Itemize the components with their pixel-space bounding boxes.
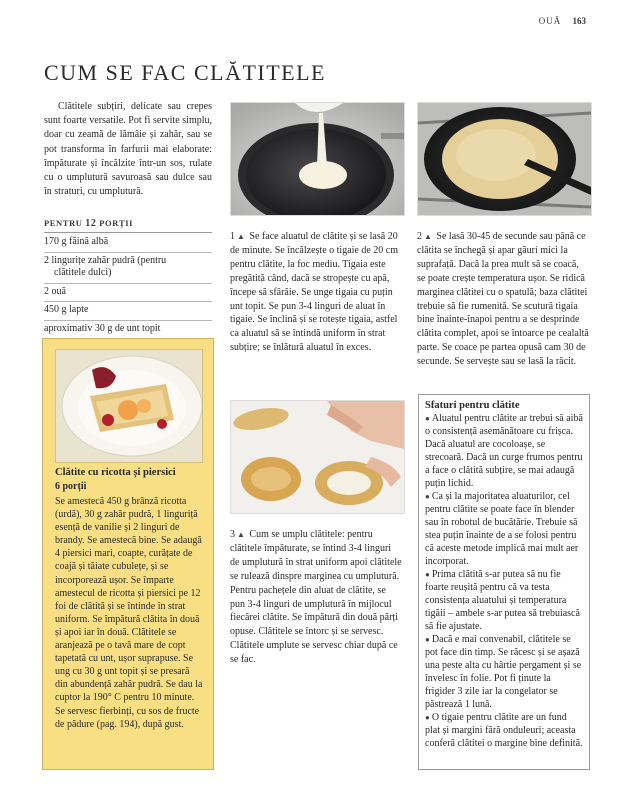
ingredients-heading-suffix: PORȚII xyxy=(99,218,134,228)
page-number: 163 xyxy=(572,16,586,26)
step-2-text xyxy=(417,230,589,369)
bullet-icon: ● xyxy=(425,492,430,501)
recipe-photo xyxy=(55,349,203,463)
step-3-body: Cum se umplu clătitele: pentru clătitele împăturate, se întind 3-4 linguri de umplutură în strat uniform apoi clătitele se rulează dinspre marginea cu umplutură. Pentru pachețele din aluat de clătite, se pun 3-4 linguri de umplutură în mijlocul fiecărei clătite. Se împătură din două părți opuse. Clătitele se întorc și se servesc. Clătitele umplute se servesc chiar după ce se fac. xyxy=(230,529,402,666)
ingredient-text: aproximativ 30 g de unt topit xyxy=(44,322,161,334)
step-3-photo xyxy=(230,400,405,514)
step-1-number: 1 xyxy=(230,231,235,242)
bullet-icon: ● xyxy=(425,713,430,722)
crepes-plate-illustration xyxy=(56,350,202,462)
step-1-photo xyxy=(230,102,405,216)
recipe-body: Se amestecă 450 g brânză ricotta (urdă), 30 g zahăr pudră, 1 linguriță esență de vanilie și 2 linguri de brandy. Se amestecă bine. Se adaugă 4 piersici mari, coapte, curățate de coajă și tăiate cubulețe, și se incorporează ușor. Se împarte amestecul de ricotta și piersici pe 12 foi de clătită și se întinde în strat uniform. Se împătură clătita în două și apoi iar în două. Clătitele se aranjează pe o tavă mare de copt tapetată cu unt, ușor suprapuse. Se ung cu 30 g unt topit și se presară din abundență zahăr pudră. Se dau la cuptor la 190° C pentru 10 minute. Se servesc fierbinți, cu sos de fructe de pădure (pag. 194), după gust. xyxy=(55,496,203,730)
ingredient-item xyxy=(44,321,212,340)
tips-title: Sfaturi pentru clătite xyxy=(425,400,520,411)
ingredient-text: 2 lingurițe zahăr pudră (pentru xyxy=(44,254,167,266)
tip-text: Ca și la majoritatea aluaturilor, cel pentru clătite se poate face în blender sau în robotul de bucătărie. Trebuie să stea puțin înainte de a se folosi pentru că aceste metode implică mai mult aer incorporat. xyxy=(425,491,579,567)
step-2-body: Se lasă 30-45 de secunde sau până ce clătita se închegă și apar găuri mici la suprafață. Dacă la prea mult să se coacă, se poate crește temperatura ușor. Se ridică marginea clătitei cu o spatulă; baza clătitei trebuie să fie rumenită. Se scutură tigaia bine înainte-înapoi pentru a se desprinde clătita complet, apoi se întoarce pe cealaltă parte. Se coace pe partea opusă cam 30 de secunde. Se servește sau se lasă la răcit. xyxy=(417,231,589,368)
ingredient-item xyxy=(44,302,212,321)
ingredient-item xyxy=(44,284,212,303)
ingredient-text: 170 g făină albă xyxy=(44,236,109,247)
ingredients-list xyxy=(44,234,212,339)
triangle-icon: ▲ xyxy=(237,232,245,241)
ingredients-heading-prefix: PENTRU xyxy=(44,218,83,228)
bullet-icon: ● xyxy=(425,635,430,644)
section-name: OUĂ xyxy=(538,16,562,26)
step-1-body: Se face aluatul de clătite și se lasă 20 de minute. Se încălzește o tigaie de 20 cm pentru clătite, la foc mediu. Tigaia este pregătită când, dacă se stropește cu apă, începe să sfârâie. Se unge tigaia cu puțin unt topit. Se pun 3-4 linguri de aluat în tigaie. Se înclină și se rotește tigaia, astfel ca aluatul să se întindă uniform în strat subțire; se înlătură aluatul în exces. xyxy=(230,231,398,354)
tip-text: Prima clătită s-ar putea să nu fie foarte reușită pentru că va testa consistența aluatului și temperatura tigăii – ambele s-ar putea să trebuiască să fie ajustate. xyxy=(425,569,580,632)
tip-item xyxy=(425,711,583,750)
tip-text: O tigaie pentru clătite are un fund plat și margini fără onduleuri; aceasta conferă clătitei o margine bine definită. xyxy=(425,712,583,749)
step-3-number: 3 xyxy=(230,529,235,540)
triangle-icon: ▲ xyxy=(237,530,245,539)
step-1-text xyxy=(230,230,402,355)
tip-item xyxy=(425,412,583,490)
step-3-text xyxy=(230,528,402,667)
recipe-title: Clătite cu ricotta și piersici xyxy=(55,467,176,478)
ingredient-item xyxy=(44,253,212,284)
ingredients-heading-number: 12 xyxy=(85,218,97,229)
ingredients-heading xyxy=(44,218,212,233)
step-2-photo xyxy=(417,102,592,216)
bullet-icon: ● xyxy=(425,414,430,423)
ingredient-text: 2 ouă xyxy=(44,285,66,297)
tip-item xyxy=(425,490,583,568)
tips-box xyxy=(418,394,590,770)
step-2-number: 2 xyxy=(417,231,422,242)
triangle-icon: ▲ xyxy=(424,232,432,241)
tip-text: Dacă e mai convenabil, clătitele se pot face din timp. Se răcesc și se așază una peste alta cu hârtie pergament și se învelesc în folie. Pot fi ținute la frigider 3 zile iar la congelator se păstrează 1 lună. xyxy=(425,634,582,710)
tip-item xyxy=(425,633,583,711)
crepe-spatula-illustration xyxy=(418,103,591,215)
ingredient-text-continued: clătitele dulci) xyxy=(54,267,112,278)
ingredient-text: 450 g lapte xyxy=(44,304,89,315)
pan-batter-illustration xyxy=(231,103,404,215)
tip-text: Aluatul pentru clătite ar trebui să aibă o consistență asemănătoare cu frișca. Dacă aluatul are cocoloașe, se strecoară. Dacă un curge frumos pentru a face o clătită subțire, se mai adaugă puțin lichid. xyxy=(425,413,583,489)
running-head xyxy=(539,16,586,26)
tip-item xyxy=(425,568,583,633)
intro-paragraph: Clătitele subțiri, delicate sau crepes sunt foarte versatile. Pot fi servite simplu, doar cu zeamă de lămâie și zahăr, sau se pot transforma în farfurii mai elaborate: împăturate și încălzite într-un sos, rulate cu o umplutură savuroasă sau dulce sau în straturi, cu umplutură. xyxy=(44,101,212,198)
filled-crepes-illustration xyxy=(231,401,404,513)
recipe-servings: 6 porții xyxy=(55,481,87,492)
page-title: CUM SE FAC CLĂTITELE xyxy=(44,60,326,85)
ingredient-item xyxy=(44,234,212,253)
recipe-box xyxy=(42,338,214,770)
bullet-icon: ● xyxy=(425,570,430,579)
